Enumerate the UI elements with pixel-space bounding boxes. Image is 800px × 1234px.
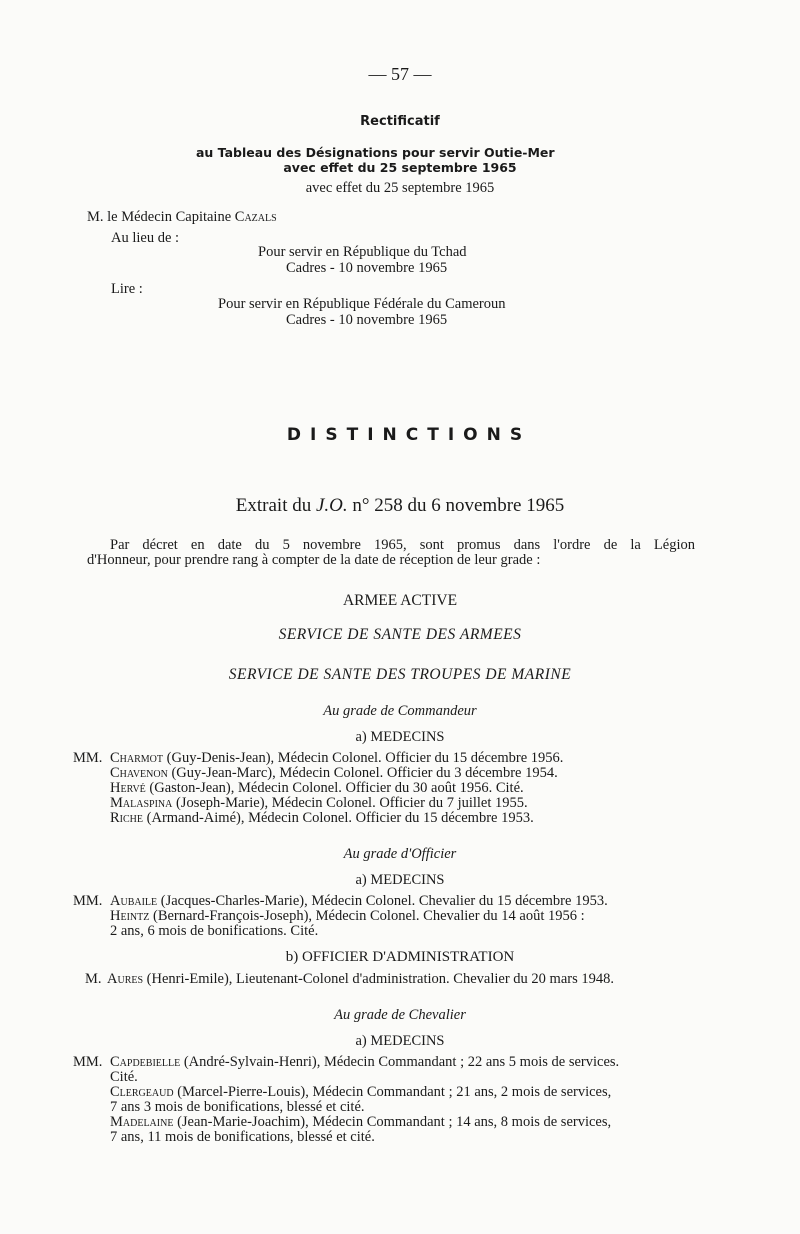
read-line-1: Pour servir en République Fédérale du Cameroun <box>218 296 506 312</box>
grade-officier: Au grade d'Officier <box>343 846 457 862</box>
list-item: Charmot (Guy-Denis-Jean), Médecin Colonel. Officier du 15 décembre 1956. <box>110 750 564 766</box>
list-item: Riche (Armand-Aimé), Médecin Colonel. Officier du 15 décembre 1953. <box>110 810 534 826</box>
officier-prefix-b: M. <box>85 971 102 987</box>
read-label: Lire : <box>111 281 143 297</box>
rectificatif-person <box>87 210 277 225</box>
rectificatif-title: Rectificatif <box>360 114 440 129</box>
list-item: 7 ans 3 mois de bonifications, blessé et cité. <box>110 1099 365 1115</box>
grade-commandeur: Au grade de Commandeur <box>323 703 477 719</box>
instead-label: Au lieu de : <box>111 230 180 246</box>
instead-line-2: Cadres - 10 novembre 1965 <box>286 260 448 276</box>
page-number: — 57 — <box>368 64 432 84</box>
service-sante-armees: SERVICE DE SANTE DES ARMEES <box>278 626 522 643</box>
list-item: Malaspina (Joseph-Marie), Médecin Colonel. Officier du 7 juillet 1955. <box>110 795 528 811</box>
extract-line <box>0 495 800 517</box>
service-sante-marine: SERVICE DE SANTE DES TROUPES DE MARINE <box>228 666 572 683</box>
list-item: Hervé (Gaston-Jean), Médecin Colonel. Officier du 30 août 1956. Cité. <box>110 780 524 796</box>
list-item: Heintz (Bernard-François-Joseph), Médecin Colonel. Chevalier du 14 août 1956 : <box>110 908 585 924</box>
rectificatif-effect-line: avec effet du 25 septembre 1965 <box>305 180 495 196</box>
rectificatif-subtitle-1: au Tableau des Désignations pour servir Outie-Mer <box>196 145 555 160</box>
instead-line-1: Pour servir en République du Tchad <box>258 244 467 260</box>
officier-list <box>110 894 608 939</box>
list-item: Aubaile (Jacques-Charles-Marie), Médecin Colonel. Chevalier du 15 décembre 1953. <box>110 893 608 909</box>
read-line-2: Cadres - 10 novembre 1965 <box>286 312 448 328</box>
list-item: Clergeaud (Marcel-Pierre-Louis), Médecin Commandant ; 21 ans, 2 mois de services, <box>110 1084 612 1100</box>
list-item: Capdebielle (André-Sylvain-Henri), Médecin Commandant ; 22 ans 5 mois de services. <box>110 1054 620 1070</box>
armee-active: ARMEE ACTIVE <box>342 592 458 609</box>
list-item: Aures (Henri-Emile), Lieutenant-Colonel d'administration. Chevalier du 20 mars 1948. <box>107 971 614 987</box>
chevalier-category: a) MEDECINS <box>355 1033 445 1049</box>
rectificatif-subtitle-2: avec effet du 25 septembre 1965 <box>283 160 517 175</box>
extract-prefix: Extrait du <box>235 495 312 516</box>
list-item: 7 ans, 11 mois de bonifications, blessé et cité. <box>110 1129 375 1145</box>
commandeur-list <box>110 751 563 826</box>
grade-chevalier: Au grade de Chevalier <box>334 1007 466 1023</box>
extract-suffix: n° 258 du 6 novembre 1965 <box>352 495 565 516</box>
commandeur-prefix: MM. <box>73 750 103 766</box>
distinctions-heading: DISTINCTIONS <box>286 425 532 445</box>
person-name: Cazals <box>234 209 277 225</box>
decree-line-1: Par décret en date du 5 novembre 1965, sont promus dans l'ordre de la Légion <box>110 537 695 553</box>
chevalier-prefix: MM. <box>73 1054 103 1070</box>
list-item: Chavenon (Guy-Jean-Marc), Médecin Colonel. Officier du 3 décembre 1954. <box>110 765 558 781</box>
person-prefix: M. le Médecin Capitaine <box>87 209 232 225</box>
extract-jo: J.O. <box>315 495 348 516</box>
officier-prefix: MM. <box>73 893 103 909</box>
commandeur-category: a) MEDECINS <box>355 729 445 745</box>
list-item: Cité. <box>110 1069 138 1085</box>
list-item: 2 ans, 6 mois de bonifications. Cité. <box>110 923 319 939</box>
officier-category-b: b) OFFICIER D'ADMINISTRATION <box>285 949 515 965</box>
chevalier-list <box>110 1055 619 1145</box>
list-item: Madelaine (Jean-Marie-Joachim), Médecin Commandant ; 14 ans, 8 mois de services, <box>110 1114 612 1130</box>
officier-category-a: a) MEDECINS <box>355 872 445 888</box>
decree-line-2: d'Honneur, pour prendre rang à compter de la date de réception de leur grade : <box>87 552 541 568</box>
